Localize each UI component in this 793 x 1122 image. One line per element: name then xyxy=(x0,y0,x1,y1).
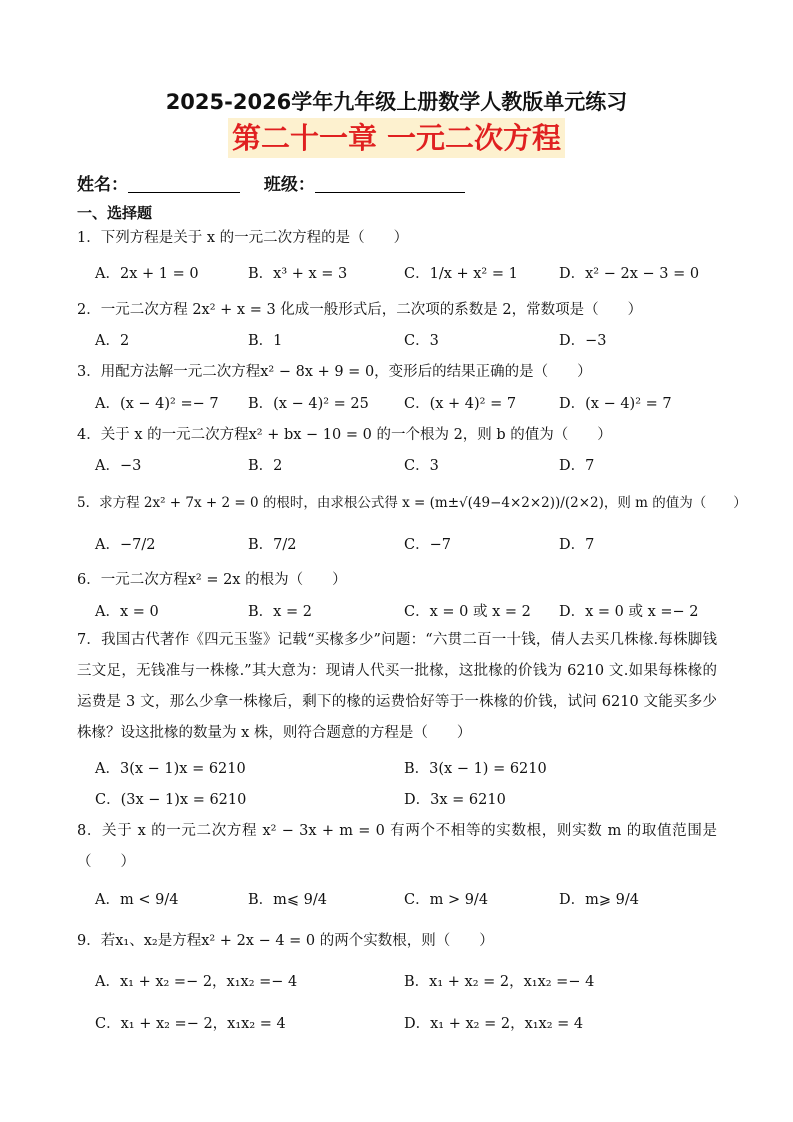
option-a[interactable]: A．m < 9/4 xyxy=(95,892,179,908)
option-b[interactable]: B．m⩽ 9/4 xyxy=(248,892,327,908)
name-label: 姓名： xyxy=(77,175,128,195)
option-d[interactable]: D．x₁ + x₂ = 2，x₁x₂ = 4 xyxy=(404,1016,584,1032)
question-stem: 1．下列方程是关于 x 的一元二次方程的是（ ） xyxy=(77,230,409,246)
chapter-title: 第二十一章 一元二次方程 xyxy=(231,121,562,155)
option-c[interactable]: C．1/x + x² = 1 xyxy=(404,266,518,282)
question-stem: 5．求方程 2x² + 7x + 2 = 0 的根时，由求根公式得 x = (m±√(49−4×2×2))/(2×2)，则 m 的值为（ ） xyxy=(77,495,747,511)
option-c[interactable]: C．−7 xyxy=(404,537,451,553)
section-heading: 一、选择题 xyxy=(77,204,153,222)
option-c[interactable]: C．x₁ + x₂ =− 2，x₁x₂ = 4 xyxy=(95,1016,286,1032)
class-label: 班级： xyxy=(263,175,315,195)
option-d[interactable]: D．(x − 4)² = 7 xyxy=(559,396,672,412)
option-a[interactable]: A．3(x − 1)x = 6210 xyxy=(95,761,246,777)
option-d[interactable]: D．x² − 2x − 3 = 0 xyxy=(559,266,700,282)
option-c[interactable]: C．(x + 4)² = 7 xyxy=(404,396,517,412)
question-stem: 4．关于 x 的一元二次方程x² + bx − 10 = 0 的一个根为 2，则 b 的值为（ ） xyxy=(77,427,612,443)
question-stem: 2．一元二次方程 2x² + x = 3 化成一般形式后，二次项的系数是 2，常数项是（ ） xyxy=(77,302,643,318)
option-c[interactable]: C．(3x − 1)x = 6210 xyxy=(95,792,247,808)
question-stem: 6．一元二次方程x² = 2x 的根为（ ） xyxy=(77,572,347,588)
student-info xyxy=(77,170,465,195)
question-stem: 7．我国古代著作《四元玉鉴》记载“买椽多少”问题：“六贯二百一十钱，倩人去买几株椽.每株脚钱三文足，无钱准与一株椽.”其大意为：现请人代买一批椽，这批椽的价钱为 6210 文.如果每株椽的运费是 3 文，那么少拿一株椽后，剩下的椽的运费恰好等于一株椽的价钱，试问 6210 文能买多少株椽？设这批椽的数量为 x 株，则符合题意的方程是（ ） xyxy=(77,632,717,741)
option-a[interactable]: A．−3 xyxy=(95,458,142,474)
option-c[interactable]: C．3 xyxy=(404,458,439,474)
option-a[interactable]: A．x = 0 xyxy=(95,604,159,620)
option-d[interactable]: D．x = 0 或 x =− 2 xyxy=(559,604,699,620)
option-a[interactable]: A．2 xyxy=(95,333,130,349)
option-a[interactable]: A．2x + 1 = 0 xyxy=(95,266,199,282)
option-d[interactable]: D．7 xyxy=(559,458,595,474)
option-d[interactable]: D．7 xyxy=(559,537,595,553)
option-c[interactable]: C．3 xyxy=(404,333,439,349)
name-field[interactable] xyxy=(128,174,240,193)
class-field[interactable] xyxy=(315,174,465,193)
option-d[interactable]: D．3x = 6210 xyxy=(404,792,506,808)
chapter-title-banner xyxy=(228,118,565,158)
option-b[interactable]: B．2 xyxy=(248,458,283,474)
question-stem: 8．关于 x 的一元二次方程 x² − 3x + m = 0 有两个不相等的实数根，则实数 m 的取值范围是（ ） xyxy=(77,823,717,870)
page-title: 2025-2026学年九年级上册数学人教版单元练习 xyxy=(165,90,628,114)
option-d[interactable]: D．m⩾ 9/4 xyxy=(559,892,639,908)
option-b[interactable]: B．(x − 4)² = 25 xyxy=(248,396,369,412)
option-a[interactable]: A．(x − 4)² =− 7 xyxy=(95,396,219,412)
option-a[interactable]: A．−7/2 xyxy=(95,537,156,553)
option-c[interactable]: C．m > 9/4 xyxy=(404,892,489,908)
option-b[interactable]: B．7/2 xyxy=(248,537,297,553)
option-b[interactable]: B．x³ + x = 3 xyxy=(248,266,348,282)
option-b[interactable]: B．1 xyxy=(248,333,283,349)
question-stem: 9．若x₁、x₂是方程x² + 2x − 4 = 0 的两个实数根，则（ ） xyxy=(77,933,494,949)
option-b[interactable]: B．x₁ + x₂ = 2，x₁x₂ =− 4 xyxy=(404,974,595,990)
question-stem: 3．用配方法解一元二次方程x² − 8x + 9 = 0，变形后的结果正确的是（ ） xyxy=(77,364,592,380)
option-a[interactable]: A．x₁ + x₂ =− 2，x₁x₂ =− 4 xyxy=(95,974,298,990)
option-b[interactable]: B．3(x − 1) = 6210 xyxy=(404,761,547,777)
option-c[interactable]: C．x = 0 或 x = 2 xyxy=(404,604,531,620)
option-b[interactable]: B．x = 2 xyxy=(248,604,312,620)
option-d[interactable]: D．−3 xyxy=(559,333,607,349)
